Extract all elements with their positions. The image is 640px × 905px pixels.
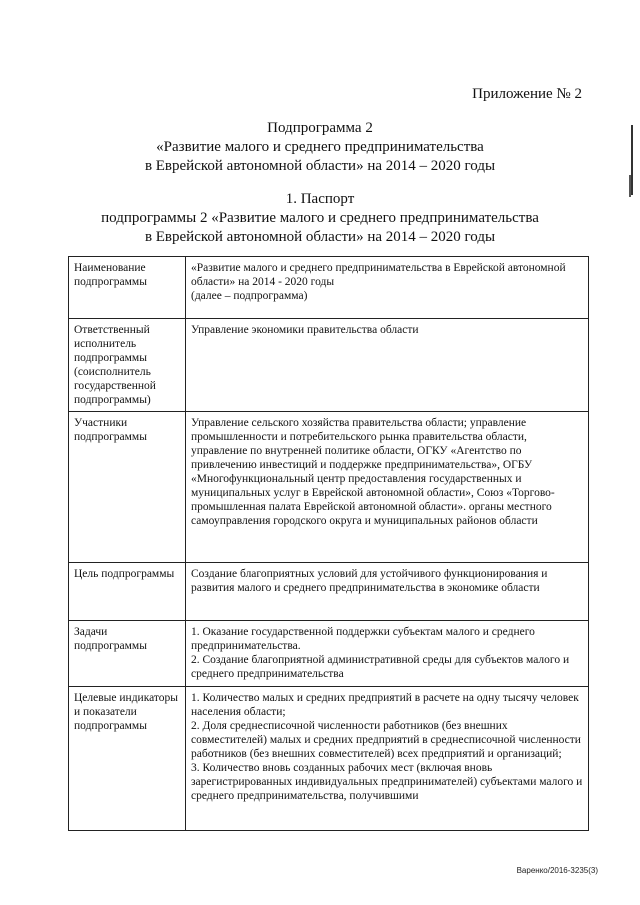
row-label-participants: Участники подпрограммы	[69, 412, 186, 563]
subprogram-title	[0, 119, 640, 176]
row-value-goal	[186, 563, 589, 621]
row-label-tasks: Задачи подпрограммы	[69, 621, 186, 687]
passport-title-line1: 1. Паспорт	[285, 191, 355, 207]
subprogram-title-line1: Подпрограмма 2	[267, 120, 373, 136]
row-value-line: Управление сельского хозяйства правительства области; управление промышленности и потребительского рынка правительства области, управление по внутренней политике области, ОГКУ «Агентство по привлечению инвестиций и поддержке предпринимательства», ОГБУ «Многофункциональный центр предоставления государственных и муниципальных услуг в Еврейской автономной области», Союз «Торгово-промышленная палата Еврейской автономной области». органы местного самоуправления городского округа и муниципальных районов области	[191, 417, 555, 527]
table-row	[69, 563, 589, 621]
document-code: Варенко/2016-3235(3)	[516, 866, 598, 875]
passport-title-line2: подпрограммы 2 «Развитие малого и среднего предпринимательства	[101, 210, 539, 226]
row-value-line: «Развитие малого и среднего предпринимательства в Еврейской автономной области» на 2014 - 2020 годы	[191, 262, 566, 288]
passport-title	[0, 190, 640, 247]
table-row	[69, 257, 589, 319]
row-value-line: Создание благоприятных условий для устойчивого функционирования и развития малого и среднего предпринимательства в экономике области	[191, 568, 548, 594]
row-value-executor	[186, 319, 589, 412]
row-value-line: (далее – подпрограмма)	[191, 290, 308, 302]
table-row	[69, 412, 589, 563]
row-value-tasks	[186, 621, 589, 687]
table-row	[69, 687, 589, 831]
row-label-indicators: Целевые индикаторы и показатели подпрограммы	[69, 687, 186, 831]
table-row	[69, 621, 589, 687]
scan-edge-mark	[629, 175, 631, 197]
row-value-line: 1. Оказание государственной поддержки субъектам малого и среднего предпринимательства.	[191, 626, 535, 652]
row-value-line: 2. Создание благоприятной административной среды для субъектов малого и среднего предпринимательства	[191, 654, 570, 680]
appendix-label: Приложение № 2	[472, 86, 582, 102]
passport-table	[68, 256, 589, 831]
row-label-name: Наименование подпрограммы	[69, 257, 186, 319]
row-value-line: 1. Количество малых и средних предприятий в расчете на одну тысячу человек населения области;	[191, 692, 579, 718]
row-value-line: 3. Количество вновь созданных рабочих мест (включая вновь зарегистрированных индивидуальных предпринимателей) субъектами малого и среднего предпринимательства, получившими	[191, 762, 583, 802]
subprogram-title-line3: в Еврейской автономной области» на 2014 – 2020 годы	[144, 158, 496, 174]
row-value-line: Управление экономики правительства области	[191, 324, 419, 336]
row-value-indicators	[186, 687, 589, 831]
row-value-line: 2. Доля среднесписочной численности работников (без внешних совместителей) малых и средних предприятий в среднесписочной численности работников (без внешних совместителей) всех предприятий и организаций;	[191, 720, 581, 760]
row-value-name	[186, 257, 589, 319]
row-value-participants	[186, 412, 589, 563]
row-label-goal: Цель подпрограммы	[69, 563, 186, 621]
scan-edge-mark	[631, 125, 633, 195]
subprogram-title-line2: «Развитие малого и среднего предпринимательства	[156, 139, 484, 155]
table-row	[69, 319, 589, 412]
passport-title-line3: в Еврейской автономной области» на 2014 – 2020 годы	[144, 229, 496, 245]
row-label-executor: Ответственный исполнитель подпрограммы (соисполнитель государственной подпрограммы)	[69, 319, 186, 412]
